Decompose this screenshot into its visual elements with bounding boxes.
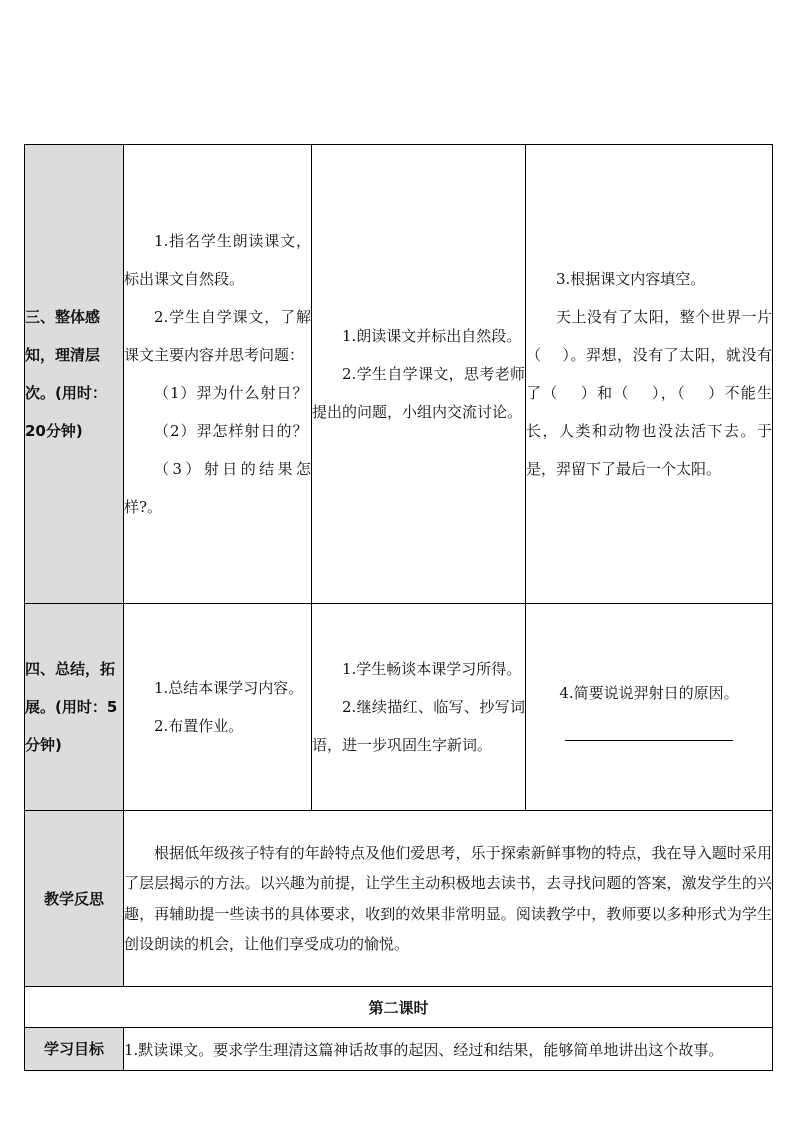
stage4-student-activities [312, 604, 526, 811]
stage3-student-activities [312, 145, 526, 604]
stage4-exercise-item: 4.简要说说羿射日的原因。 [559, 683, 739, 702]
session-row [25, 987, 773, 1028]
goal-text: 1.默读课文。要求学生理清这篇神话故事的起因、经过和结果，能够简单地讲出这个故事。 [124, 1028, 773, 1071]
goal-label: 学习目标 [25, 1028, 124, 1071]
stage3-student-item: 2.学生自学课文，思考老师提出的问题，小组内交流讨论。 [312, 365, 525, 421]
answer-blank-line [565, 740, 733, 741]
reflection-row [25, 811, 773, 987]
stage3-teacher-item: （1）羿为什么射日？ [154, 384, 309, 402]
stage3-teacher-item: 2.学生自学课文，了解课文主要内容并思考问题： [124, 308, 311, 364]
stage4-student-item: 2.继续描红、临写、抄写词语，进一步巩固生字新词。 [312, 698, 525, 754]
stage3-exercise-item: 3.根据课文内容填空。 [556, 270, 706, 288]
lesson-plan-table [24, 144, 773, 1071]
stage3-teacher-item: 1.指名学生朗读课文，标出课文自然段。 [124, 232, 311, 288]
stage4-teacher-item: 1.总结本课学习内容。 [154, 679, 304, 697]
stage3-label: 三、整体感知，理清层次。(用时：20分钟) [25, 145, 124, 604]
reflection-text-cell [124, 811, 773, 987]
stage3-teacher-item: （2）羿怎样射日的？ [154, 422, 309, 440]
stage4-label: 四、总结，拓展。(用时：5分钟) [25, 604, 124, 811]
stage3-exercise [526, 145, 773, 604]
reflection-label: 教学反思 [25, 811, 124, 987]
stage3-teacher-activities [124, 145, 312, 604]
stage3-exercise-item: 天上没有了太阳，整个世界一片（ ）。羿想，没有了太阳，就没有了（ ）和（ ），（ ）不能生长，人类和动物也没法活下去。于是，羿留下了最后一个太阳。 [526, 308, 772, 478]
stage4-exercise [526, 604, 773, 811]
stage3-teacher-item: （3）射日的结果怎样?。 [124, 460, 311, 516]
session-title: 第二课时 [25, 987, 773, 1028]
stage4-teacher-activities [124, 604, 312, 811]
stage4-teacher-item: 2.布置作业。 [154, 717, 244, 735]
stage4-student-item: 1.学生畅谈本课学习所得。 [342, 660, 522, 678]
reflection-text: 根据低年级孩子特有的年龄特点及他们爱思考，乐于探索新鲜事物的特点，我在导入题时采用了层层揭示的方法。以兴趣为前提，让学生主动积极地去读书，去寻找问题的答案，激发学生的兴趣，再辅助提一些读书的具体要求，收到的效果非常明显。阅读教学中，教师要以多种形式为学生创设朗读的机会，让他们享受成功的愉悦。 [124, 843, 772, 953]
stage3-student-item: 1.朗读课文并标出自然段。 [342, 327, 522, 345]
stage3-row [25, 145, 773, 604]
stage4-row [25, 604, 773, 811]
goal-row [25, 1028, 773, 1071]
